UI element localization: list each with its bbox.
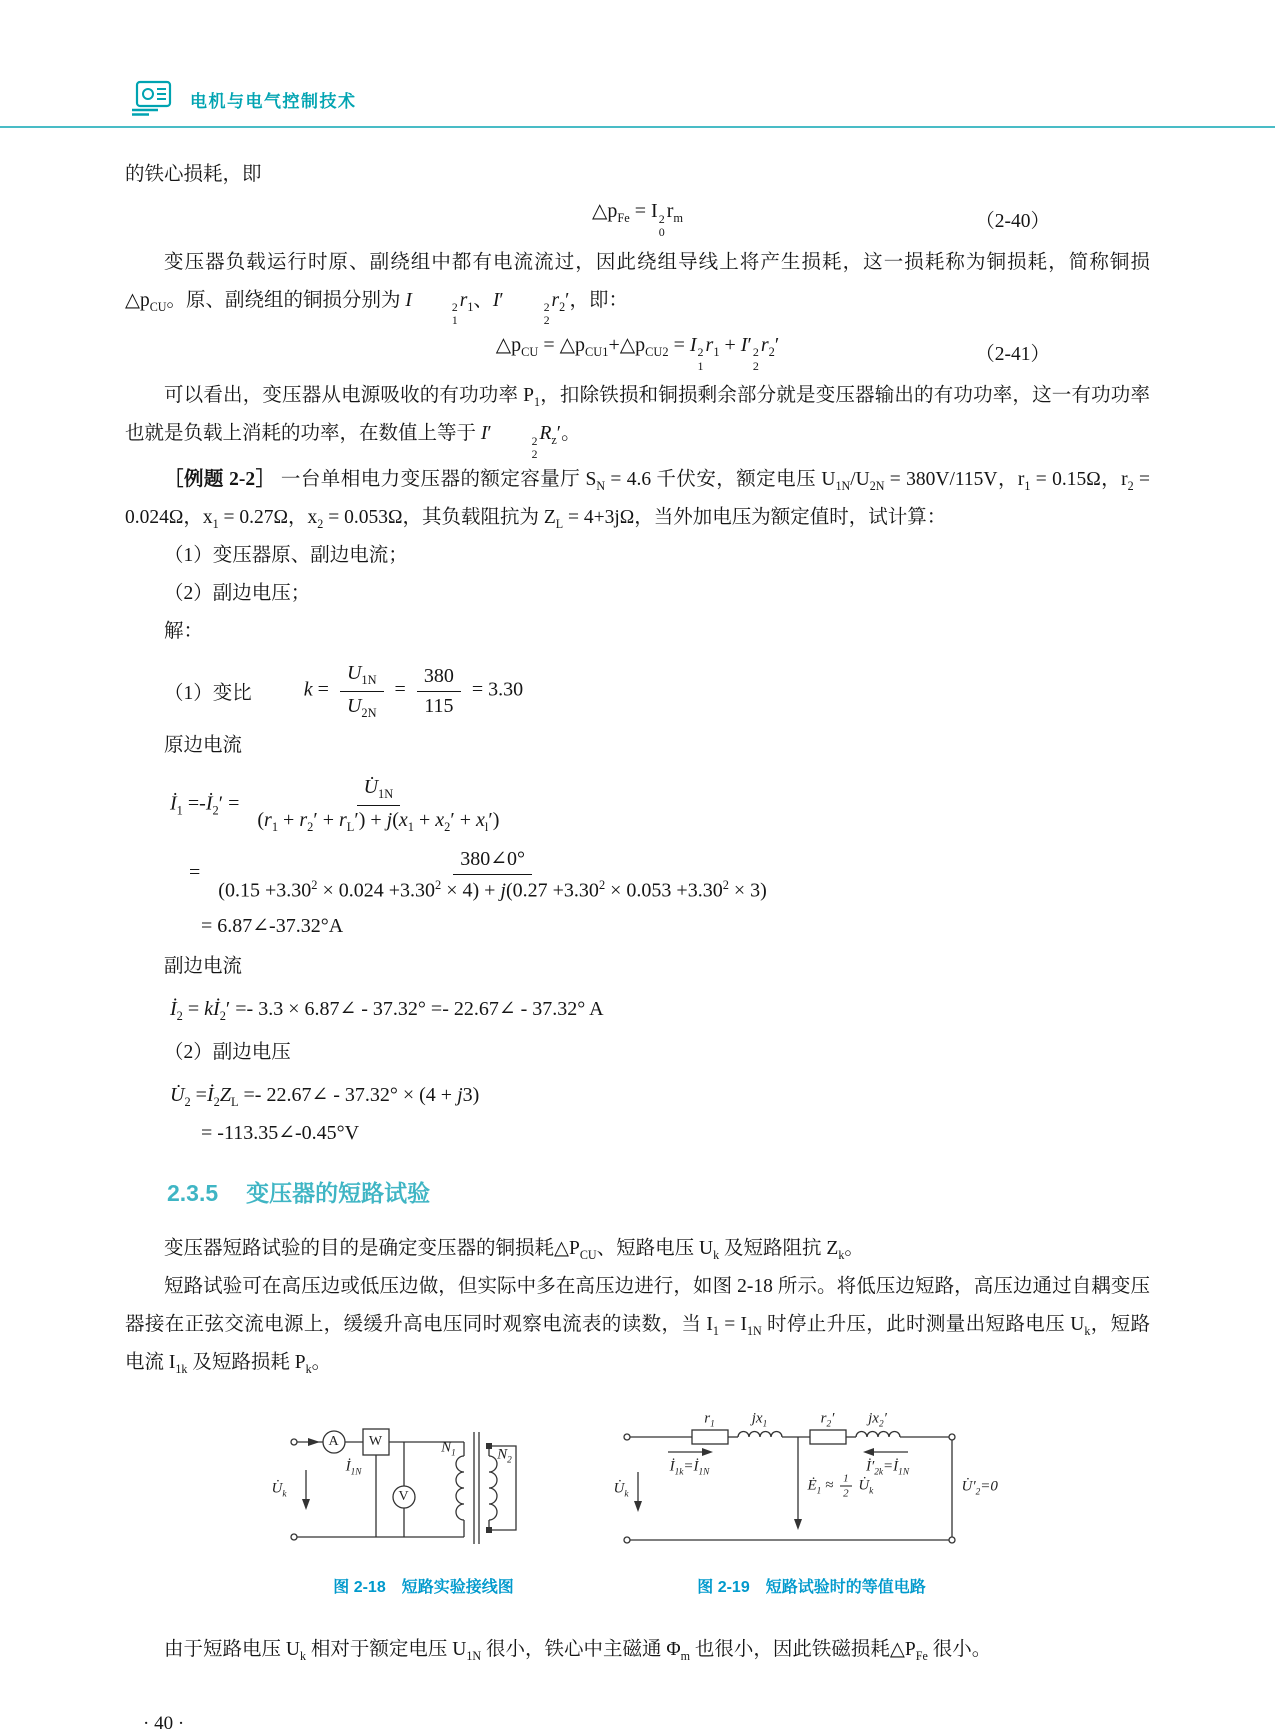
equation-2-40 — [125, 196, 1150, 242]
figure-2-18-caption: 图 2-18 短路实验接线图 — [333, 1578, 514, 1596]
secondary-voltage-label: （2）副边电压 — [164, 1041, 291, 1063]
formula-primary-current-line3: = 6.87∠-37.32°A — [201, 914, 344, 937]
resistor-r2-label: $r_2'$ — [820, 1410, 835, 1430]
book-title: 电机与电气控制技术 — [190, 92, 357, 111]
reactance-jx2-label: $jx_2'$ — [868, 1410, 887, 1430]
figure-2-18 — [264, 1412, 584, 1597]
section-title: 变压器的短路试验 — [246, 1179, 431, 1206]
current-i1k-label: $İ_{1k}=İ_{1N}$ — [669, 1458, 710, 1478]
voltage-uk-label-eq: $U̇_k$ — [613, 1480, 629, 1500]
ratio-label: （1）变比 — [164, 683, 252, 704]
equation-2-41-number: （2-41） — [975, 344, 1050, 366]
resistor-r1-label: $r_1$ — [704, 1410, 715, 1430]
paragraph-short-circuit-purpose: 变压器短路试验的目的是确定变压器的铜损耗$\triangle P_{CU}$、短路电压 $U_k$ 及短路阻抗 $Z_k$。 — [164, 1237, 864, 1262]
formula-primary-current-line1: $İ_1$ $=-İ_2'$ = $\frac{U̇_{1N}}{(r_1 + r_2' + r_L') + j(x_1 + x_2' + x_l')}$ — [170, 776, 500, 835]
ammeter-label: A — [328, 1433, 339, 1449]
formula-secondary-current: $İ_2$ = $kİ_2' =- 3.3$ × 6.87∠ - 37.32° =- 22.67∠ - 37.32° A — [170, 997, 604, 1023]
winding-n2-label: $N_2$ — [497, 1446, 512, 1466]
paragraph-active-power: 可以看出，变压器从电源吸收的有功功率 $P_1$，扣除铁损和铜损剩余部分就是变压器输出的有功功率，这一有功功率也就是负载上消耗的功率，在数值上等于 I′ 2 2 $R_z'$。 — [125, 385, 1150, 461]
voltage-uk-label: $U̇_k$ — [271, 1480, 287, 1500]
emf-e1-label: $Ė_1$ ≈ $\frac{1}{2}$ $U̇_k$ — [807, 1472, 874, 1500]
paragraph-short-circuit-method: 短路试验可在高压边或低压边做，但实际中多在高压边进行，如图 2-18 所示。将低压边短路，高压边通过自耦变压器接在正弦交流电源上，缓缓升高电压同时观察电流表的读数，当 $I_1 = I_{1N}$ 时停止升压，此时测量出短路电压 $U_k$，短路电流 $I_{1k}$ 及短路损耗 $P_k$。 — [125, 1275, 1150, 1376]
example-item-1: （1）变压器原、副边电流； — [164, 544, 408, 566]
page-content — [125, 130, 1150, 1735]
solution-label: 解： — [164, 620, 204, 642]
voltage-u2-label: $U̇'_2=0$ — [961, 1478, 998, 1498]
paragraph-example-2-2: ［例题 2-2］ 一台单相电力变压器的额定容量厅 $S_N = 4.6$ 千伏安，额定电压 $U_{1N}/U_{2N} = 380V/115V$，$r_1 = 0.15\Omega$，$r_2 = 0.024\Omega$，$x_1 = 0.27\Omega$，$x_2 = 0.053\Omega$，其负载阻抗为 $Z_L = 4+3j\Omega$，当外加电压为额定值时，试计算： — [125, 468, 1150, 531]
motor-logo-graphic — [130, 80, 176, 118]
equation-2-40-body: $\triangle p_{Fe} = I$ 2 0 $r_m$ — [591, 200, 684, 240]
paragraph-copper-loss: 变压器负载运行时原、副绕组中都有电流流过，因此绕组导线上将产生损耗，这一损耗称为铜损耗，简称铜损$\triangle p_{CU}$。原、副绕组的铜损分别为 I 2 1 $r_1$、I′ 2 2 $r_2'$，即： — [125, 252, 1150, 328]
wiring-circuit-graphic — [264, 1412, 584, 1562]
ratio-formula: k = $\frac{U_{1N}}{U_{2N}}$ = $\frac{380}{115}$ = 3.30 — [303, 662, 524, 720]
equation-2-41-body: $\triangle p_{CU}$ = $\triangle p_{CU1}+\triangle p_{CU2} = I$ 2 1 $r_1 + I'$ 2 2 $r_2'$ — [495, 333, 780, 373]
formula-secondary-voltage-line1: $U̇_2$ $=İ_2Z_L$ =- 22.67∠ - 37.32° × (4 + j3) — [170, 1083, 480, 1109]
current-i1n-label: $İ_{1N}$ — [345, 1458, 362, 1478]
section-number: 2.3.5 — [167, 1179, 219, 1206]
page-header — [0, 0, 1275, 128]
secondary-current-label: 副边电流 — [164, 955, 243, 977]
reactance-jx1-label: $jx_1$ — [751, 1410, 768, 1430]
figure-2-19 — [612, 1412, 1012, 1597]
example-item-2: （2）副边电压； — [164, 582, 311, 604]
section-heading-2-3-5 — [167, 1175, 1150, 1208]
figures-row — [125, 1412, 1150, 1597]
primary-current-label: 原边电流 — [164, 735, 243, 756]
equation-2-40-number: （2-40） — [975, 211, 1050, 233]
figure-2-19-diagram — [612, 1412, 1012, 1562]
book-logo-icon — [130, 80, 176, 118]
paragraph-iron-loss: 的铁心损耗，即 — [125, 164, 262, 185]
wattmeter-label: W — [368, 1433, 383, 1449]
figure-2-18-diagram — [264, 1412, 584, 1562]
figure-2-19-caption: 图 2-19 短路试验时的等值电路 — [697, 1578, 926, 1596]
formula-primary-current-line2: = 380∠0° $(0.15 +3.30^2 \times 0.024 +3.30^2 \times 4) + j(0.27 +3.30^2 \times 0.053 +3.30^2 \times 3)$ — [189, 845, 1150, 903]
current-i2k-label: $İ'_{2k}=İ_{1N}$ — [865, 1458, 910, 1478]
equation-2-41 — [125, 329, 1150, 375]
ratio-line — [164, 661, 1150, 721]
page-number: · 40 · — [143, 1712, 185, 1734]
voltmeter-label: V — [398, 1488, 409, 1504]
winding-n1-label: $N_1$ — [441, 1439, 456, 1459]
formula-secondary-voltage-line2: = -113.35∠-0.45°V — [201, 1121, 360, 1144]
paragraph-conclusion: 由于短路电压 $U_k$ 相对于额定电压 $U_{1N}$ 很小，铁心中主磁通 $\Phi_m$ 也很小，因此铁磁损耗$\triangle P_{Fe}$ 很小。 — [164, 1638, 992, 1663]
